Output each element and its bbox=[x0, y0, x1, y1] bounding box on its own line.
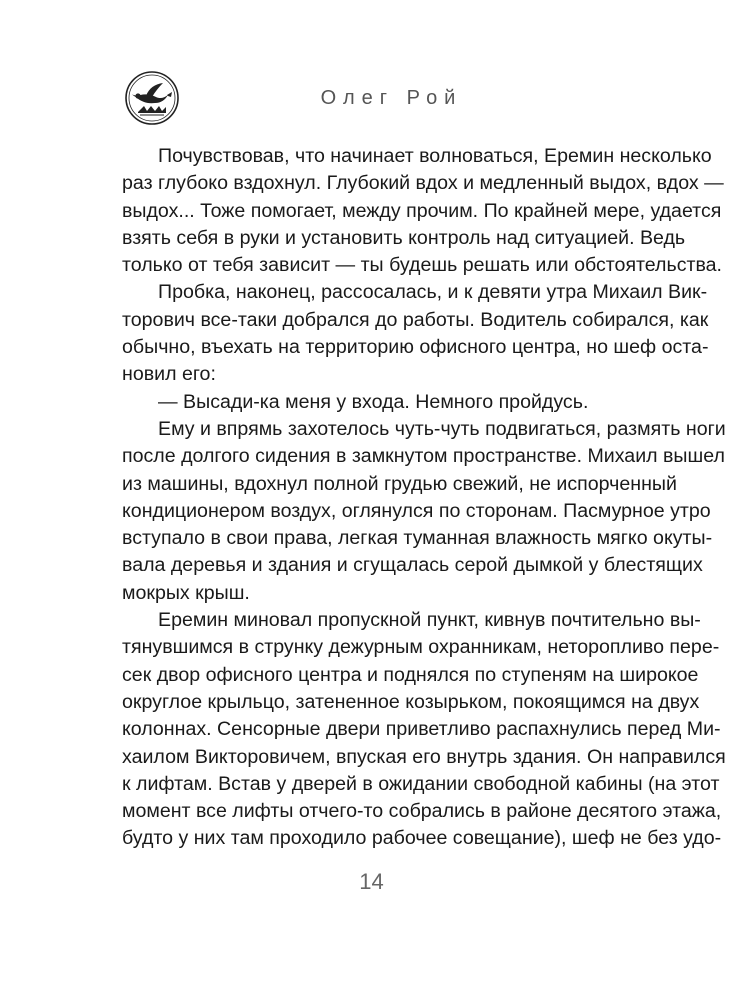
author-header: Олег Рой bbox=[320, 87, 463, 109]
text-line: вала деревья и здания и сгущалась серой дымкой у блестящих bbox=[122, 554, 703, 577]
text-line: раз глубоко вздохнул. Глубокий вдох и медленный выдох, вдох — bbox=[122, 172, 724, 195]
text-line: мокрых крыш. bbox=[122, 581, 250, 604]
text-line: только от тебя зависит — ты будешь решать или обстоятельства. bbox=[122, 254, 722, 277]
page-number: 14 bbox=[359, 869, 384, 894]
text-line: после долгого сидения в замкнутом пространстве. Михаил вышел bbox=[122, 445, 725, 468]
text-line: колоннах. Сенсорные двери приветливо распахнулись перед Ми- bbox=[122, 718, 721, 741]
text-line: — Высади-ка меня у входа. Немного пройдусь. bbox=[158, 390, 589, 413]
text-line: Пробка, наконец, рассосалась, и к девяти утра Михаил Вик- bbox=[158, 281, 708, 304]
text-line: сек двор офисного центра и поднялся по ступеням на широкое bbox=[122, 663, 699, 686]
text-line: тянувшимся в струнку дежурным охранникам, неторопливо пере- bbox=[122, 636, 720, 659]
text-line: взять себя в руки и установить контроль над ситуацией. Ведь bbox=[122, 226, 686, 249]
text-line: момент все лифты отчего-то собрались в районе десятого этажа, bbox=[122, 800, 722, 823]
text-line: обычно, въехать на территорию офисного центра, но шеф оста- bbox=[122, 336, 709, 359]
text-line: к лифтам. Встав у дверей в ожидании свободной кабины (на этот bbox=[122, 772, 720, 795]
text-line: округлое крыльцо, затененное козырьком, покоящимся на двух bbox=[122, 690, 700, 713]
text-line: кондиционером воздух, оглянулся по сторонам. Пасмурное утро bbox=[122, 499, 711, 522]
text-line: хаилом Викторовичем, впуская его внутрь здания. Он направился bbox=[122, 745, 726, 768]
text-line: торович все-таки добрался до работы. Водитель собирался, как bbox=[122, 308, 709, 331]
text-line: Еремин миновал пропускной пункт, кивнув почтительно вы- bbox=[158, 609, 701, 632]
text-line: вступало в свои права, легкая туманная влажность мягко окуты- bbox=[122, 527, 713, 550]
text-line: Ему и впрямь захотелось чуть-чуть подвигаться, размять ноги bbox=[158, 417, 726, 440]
text-line: Почувствовав, что начинает волноваться, Еремин несколько bbox=[158, 145, 712, 167]
text-line: будто у них там проходило рабочее совещание), шеф не без удо- bbox=[122, 827, 722, 850]
page-body-text bbox=[122, 143, 726, 853]
text-line: выдох... Тоже помогает, между прочим. По крайней мере, удается bbox=[122, 199, 722, 222]
text-line: новил его: bbox=[122, 363, 216, 386]
text-line: из машины, вдохнул полной грудью свежий, не испорченный bbox=[122, 472, 677, 495]
